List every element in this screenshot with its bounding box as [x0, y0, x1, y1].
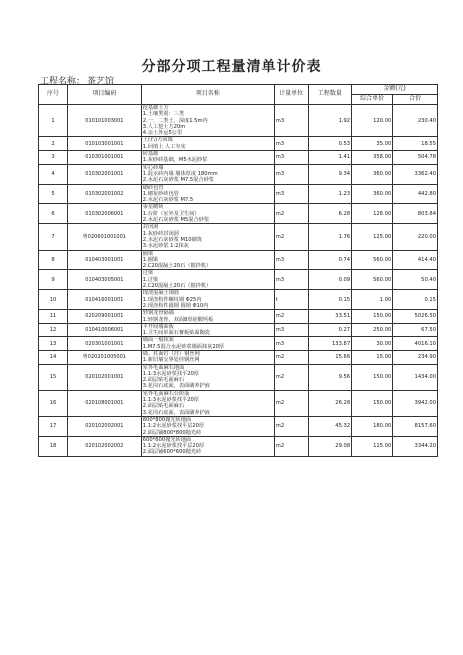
row-description: [141, 416, 274, 436]
description-line: 2.水泥石灰砂浆 M10砌筑: [142, 236, 202, 243]
row-description: [141, 323, 274, 337]
row-total: 803.84: [393, 204, 438, 224]
description-line: 轻钢龙骨隔墙: [142, 310, 174, 317]
row-total: 5026.50: [393, 310, 438, 324]
row-code: 020102002002: [68, 436, 142, 456]
description-line: 1.轻钢龙骨，双面8厚硅酸钙板: [142, 316, 214, 323]
row-unit-price: 150.00: [352, 390, 393, 416]
project-label: 工程名称：: [40, 77, 86, 87]
row-unit-price: 35.00: [352, 137, 393, 151]
row-description: [141, 364, 274, 390]
row-unit-price: 358.00: [352, 151, 393, 165]
row-code: 020102002001: [68, 416, 142, 436]
description-line: 零星砌砖: [142, 204, 164, 211]
row-description: [141, 350, 274, 364]
row-code: 010410006001: [68, 323, 142, 337]
row-total: 3942.00: [393, 390, 438, 416]
description-line: 1.新旧墙交界处挂钢丝网: [142, 357, 200, 364]
row-seq: 16: [39, 390, 68, 416]
description-line: 2.C20混凝土20石（搅拌机）: [142, 283, 212, 290]
description-line: 挖基础土方: [142, 105, 169, 111]
table-row: [39, 337, 438, 351]
table-row: [39, 350, 438, 364]
row-qty: 1.41: [308, 151, 352, 165]
table-row: [39, 164, 438, 184]
description-line: 砖基础: [142, 151, 159, 158]
row-total: 67.50: [393, 323, 438, 337]
description-line: 2.水泥石灰砂浆 M7.5: [142, 197, 194, 204]
row-unit: m2: [274, 364, 308, 390]
row-unit-price: 180.00: [352, 416, 393, 436]
row-unit: m2: [274, 204, 308, 224]
description-line: 2.C20混凝土20石（搅拌机）: [142, 263, 212, 270]
row-unit-price: 1.00: [352, 290, 393, 310]
row-code: 010101003001: [68, 105, 142, 137]
description-line: 现浇混凝土钢筋: [142, 290, 180, 297]
description-line: 室外毛面麻石地面: [142, 364, 185, 371]
row-unit: m3: [274, 337, 308, 351]
row-code: 010103001001: [68, 137, 142, 151]
row-description: [141, 390, 274, 416]
description-line: 圈梁: [142, 250, 154, 257]
row-seq: 13: [39, 337, 68, 351]
description-line: 1.回填土 人工夯实: [142, 143, 186, 150]
row-code: 020301001001: [68, 337, 142, 351]
description-line: 1.圈梁: [142, 256, 159, 263]
row-code: 010403005001: [68, 270, 142, 290]
row-description: [141, 105, 274, 137]
description-line: 600*600抛光砖地面: [142, 436, 192, 443]
header-total: 合价: [393, 95, 438, 105]
table-body: [39, 105, 438, 457]
row-description: [141, 137, 274, 151]
description-line: 2.面层铺600*600抛光砖: [142, 449, 202, 456]
row-unit-price: 560.00: [352, 250, 393, 270]
row-total: 50.40: [393, 270, 438, 290]
row-unit: m2: [274, 350, 308, 364]
row-total: 3362.40: [393, 164, 438, 184]
row-unit: m3: [274, 151, 308, 165]
description-line: 2.水泥石灰砂浆 M7.5混合砂浆: [142, 177, 214, 184]
row-code: 020209001001: [68, 310, 142, 324]
row-total: 504.78: [393, 151, 438, 165]
row-total: 220.00: [393, 224, 438, 250]
description-line: 2.面层贴毛面麻石: [142, 403, 185, 410]
table-row: [39, 310, 438, 324]
row-unit-price: 125.00: [352, 224, 393, 250]
table-row: [39, 137, 438, 151]
row-total: 1434.00: [393, 364, 438, 390]
table-row: [39, 151, 438, 165]
row-seq: 3: [39, 151, 68, 165]
row-qty: 26.28: [308, 390, 352, 416]
description-line: 2.水泥石灰砂浆 M5混合砂浆: [142, 217, 210, 224]
row-unit-price: 360.00: [352, 184, 393, 204]
row-total: 0.15: [393, 290, 438, 310]
row-total: 3344.20: [393, 436, 438, 456]
row-qty: 0.74: [308, 250, 352, 270]
row-unit: m2: [274, 310, 308, 324]
table-row: [39, 270, 438, 290]
row-qty: 1.23: [308, 184, 352, 204]
row-unit: m3: [274, 164, 308, 184]
description-line: 1.混水砖内墙 墙体厚度 180mm: [142, 170, 218, 177]
description-line: 3.花岗石底面，表面刷养护液: [142, 383, 210, 390]
row-code: 010403001001: [68, 250, 142, 270]
header-unit: 计量单位: [274, 85, 308, 105]
row-qty: 0.27: [308, 323, 352, 337]
row-code: 020108001001: [68, 390, 142, 416]
table-row: [39, 416, 438, 436]
row-unit: t: [274, 290, 308, 310]
row-seq: 8: [39, 250, 68, 270]
row-seq: 10: [39, 290, 68, 310]
header-code: 项目编码: [68, 85, 142, 105]
description-line: 1.过梁: [142, 276, 159, 283]
page-title: 分部分项工程量清单计价表: [141, 59, 322, 75]
row-unit: m2: [274, 416, 308, 436]
row-unit-price: 30.00: [352, 337, 393, 351]
row-unit: m2: [274, 390, 308, 416]
table-row: [39, 436, 438, 456]
header-qty: 工程数量: [308, 85, 352, 105]
table-row: [39, 323, 438, 337]
row-qty: 0.53: [308, 137, 352, 151]
row-seq: 2: [39, 137, 68, 151]
description-line: 1.1:2水泥砂浆找平层20厚: [142, 443, 205, 450]
row-seq: 6: [39, 204, 68, 224]
row-qty: 1.92: [308, 105, 352, 137]
description-line: 室外毛面麻石台阶面: [142, 390, 190, 397]
header-name: 项目名称: [141, 85, 274, 105]
row-unit-price: 560.00: [352, 270, 393, 290]
description-line: 2.一、二类土，深度1.5m内: [142, 117, 208, 124]
row-seq: 12: [39, 323, 68, 337]
row-unit: m3: [274, 105, 308, 137]
table-row: [39, 250, 438, 270]
row-seq: 5: [39, 184, 68, 204]
description-line: 3.人工挖土方20m: [142, 123, 186, 130]
row-seq: 18: [39, 436, 68, 456]
row-unit: m3: [274, 323, 308, 337]
table-row: [39, 364, 438, 390]
table-row: [39, 184, 438, 204]
row-qty: 45.32: [308, 416, 352, 436]
description-line: 1.1:3水泥砂浆找平20厚: [142, 370, 199, 377]
row-seq: 15: [39, 364, 68, 390]
row-description: [141, 337, 274, 351]
row-code: 010302006001: [68, 204, 142, 224]
row-unit-price: 15.00: [352, 350, 393, 364]
row-description: [141, 164, 274, 184]
row-qty: 29.08: [308, 436, 352, 456]
row-unit-price: 250.00: [352, 323, 393, 337]
row-total: 18.55: [393, 137, 438, 151]
row-qty: 9.34: [308, 164, 352, 184]
description-line: 1.卫生间单面石膏板贴面陶瓷: [142, 330, 210, 337]
description-line: 1.台阶（室外及卫生间）: [142, 210, 200, 217]
description-line: 2.面层贴毛面麻石: [142, 377, 185, 384]
row-code: 010302001001: [68, 164, 142, 184]
description-line: 墙、柱面钉（挂）钢丝网: [142, 350, 200, 357]
description-line: 土(石)方回填: [142, 137, 173, 144]
row-unit-price: 120.00: [352, 105, 393, 137]
row-total: 8157.60: [393, 416, 438, 436]
row-qty: 9.56: [308, 364, 352, 390]
row-qty: 15.66: [308, 350, 352, 364]
description-line: 1.灰砂砖封闭洞: [142, 230, 179, 237]
description-line: 1.灰砂砖基础，M5水泥砂浆: [142, 157, 208, 164]
row-seq: 4: [39, 164, 68, 184]
row-unit: m3: [274, 137, 308, 151]
row-description: [141, 184, 274, 204]
row-unit: m3: [274, 184, 308, 204]
row-seq: 9: [39, 270, 68, 290]
description-line: 3.花岗石底面，表面刷养护液: [142, 409, 210, 416]
row-qty: 133.87: [308, 337, 352, 351]
row-description: [141, 204, 274, 224]
row-total: 414.40: [393, 250, 438, 270]
table-row: [39, 390, 438, 416]
header-unit-price: 综合单价: [352, 95, 393, 105]
header-seq: 序号: [39, 85, 68, 105]
row-unit: m2: [274, 436, 308, 456]
row-total: 230.40: [393, 105, 438, 137]
description-line: 800*800抛光砖地面: [142, 416, 192, 423]
table-row: [39, 105, 438, 137]
description-line: 封闭洞: [142, 224, 159, 231]
description-line: 实心砖墙: [142, 164, 164, 171]
row-qty: 6.28: [308, 204, 352, 224]
row-code: 粤020601001001: [68, 224, 142, 250]
row-seq: 14: [39, 350, 68, 364]
description-line: 1.砌灰砂砖包管: [142, 190, 179, 197]
row-code: 010302001002: [68, 184, 142, 204]
row-description: [141, 151, 274, 165]
description-line: 3.水泥砂浆 1:2抹灰: [142, 243, 189, 250]
row-qty: 0.09: [308, 270, 352, 290]
row-code: 010416001001: [68, 290, 142, 310]
row-description: [141, 250, 274, 270]
table-row: [39, 204, 438, 224]
bill-of-quantities-table: [38, 84, 438, 457]
table-row: [39, 224, 438, 250]
row-unit-price: 150.00: [352, 364, 393, 390]
description-line: 平开间墙面板: [142, 323, 174, 330]
description-line: 2.面层铺800*800抛光砖: [142, 429, 202, 436]
row-qty: 33.51: [308, 310, 352, 324]
row-total: 442.80: [393, 184, 438, 204]
row-unit: m3: [274, 250, 308, 270]
description-line: 1.1:2水泥砂浆找平层20厚: [142, 423, 205, 430]
row-code: 020102001001: [68, 364, 142, 390]
description-line: 1.现浇构件螺纹钢 Φ25内: [142, 296, 202, 303]
description-line: 2.现浇构件圆钢 圆钢 Φ10内: [142, 302, 209, 309]
row-qty: 0.15: [308, 290, 352, 310]
row-description: [141, 224, 274, 250]
row-description: [141, 290, 274, 310]
table-row: [39, 290, 438, 310]
row-seq: 7: [39, 224, 68, 250]
row-seq: 1: [39, 105, 68, 137]
header-amount: 金额(元): [352, 85, 438, 95]
description-line: 1.1:3水泥砂浆找平20厚: [142, 397, 199, 404]
row-unit: m3: [274, 270, 308, 290]
row-unit-price: 150.00: [352, 310, 393, 324]
description-line: 1.土壤类别：三类: [142, 111, 185, 118]
row-total: 234.90: [393, 350, 438, 364]
row-unit: m2: [274, 224, 308, 250]
row-description: [141, 310, 274, 324]
description-line: 过梁: [142, 270, 154, 277]
description-line: 4.余土外运5公里: [142, 130, 183, 137]
row-seq: 17: [39, 416, 68, 436]
row-code: 010301001001: [68, 151, 142, 165]
row-code: 粤020201005001: [68, 350, 142, 364]
row-total: 4016.10: [393, 337, 438, 351]
project-name: 茶艺馆: [87, 77, 115, 87]
row-qty: 1.76: [308, 224, 352, 250]
row-unit-price: 115.00: [352, 436, 393, 456]
row-unit-price: 128.00: [352, 204, 393, 224]
row-description: [141, 270, 274, 290]
description-line: 砌砖包管: [142, 184, 164, 191]
row-unit-price: 360.00: [352, 164, 393, 184]
row-description: [141, 436, 274, 456]
description-line: 1.M7.5混合水泥砂浆墙面抹灰20厚: [142, 343, 225, 350]
description-line: 墙面一般抹灰: [142, 337, 174, 344]
row-seq: 11: [39, 310, 68, 324]
